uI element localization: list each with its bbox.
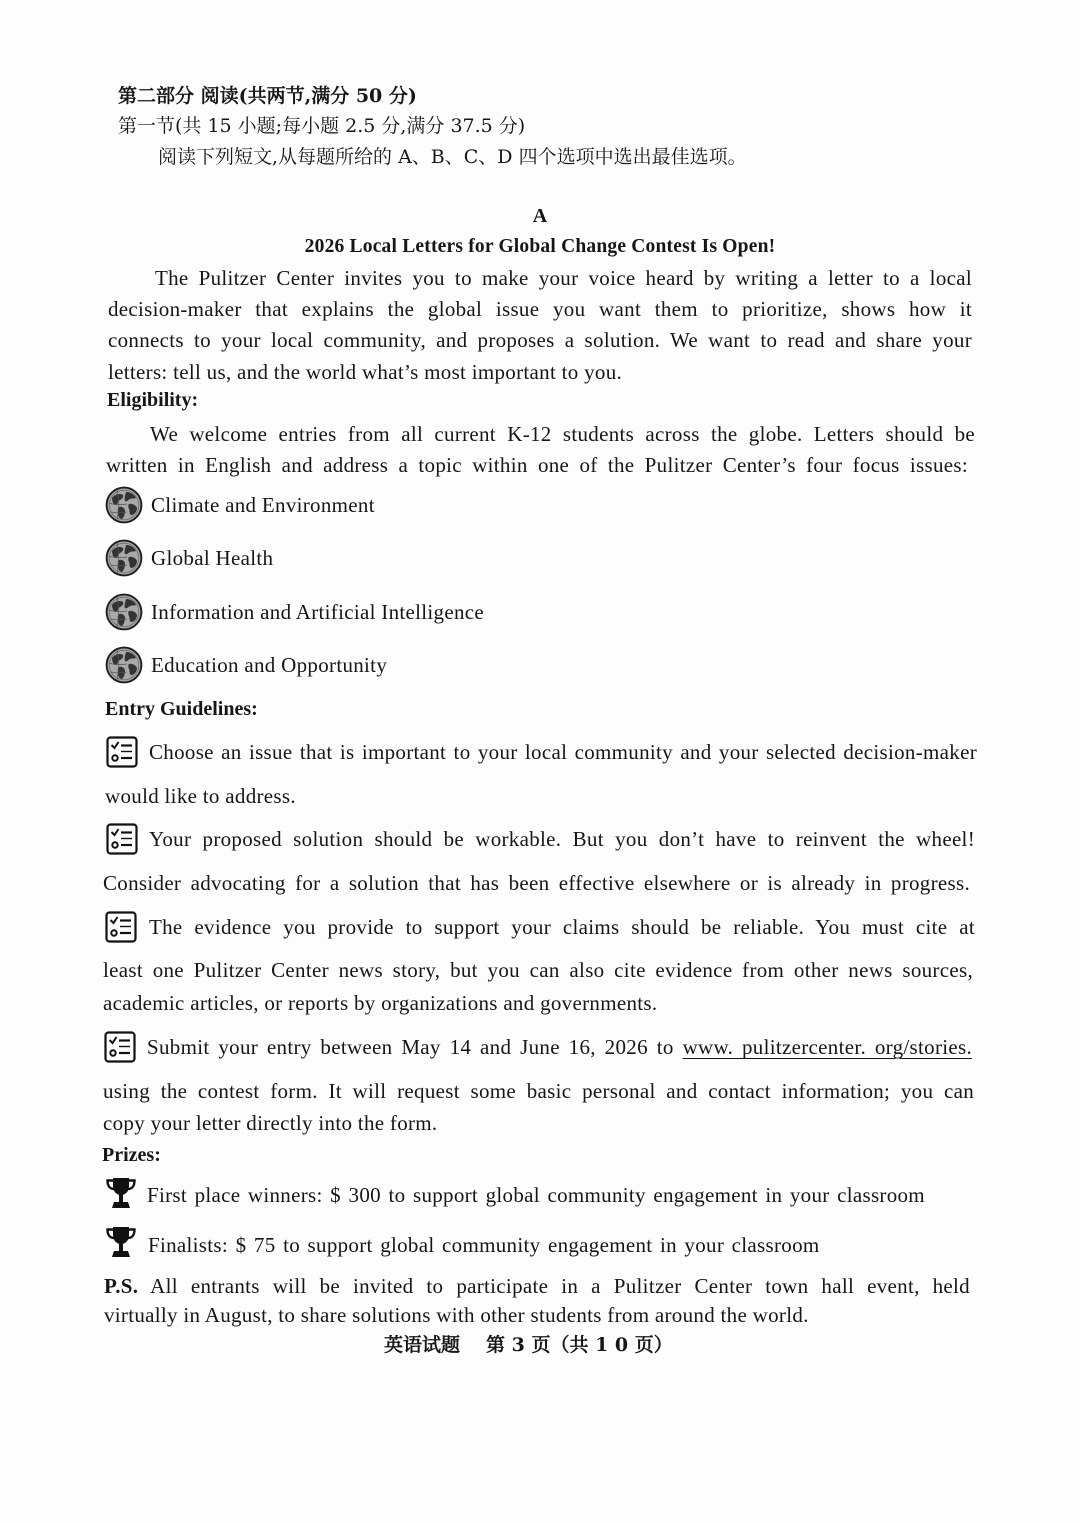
checklist-icon — [105, 911, 137, 943]
guideline-line: Choose an issue that is important to your local community and your selected decision-maker — [149, 740, 977, 764]
section-title: 第一节(共 15 小题;每小题 2.5 分,满分 37.5 分) — [118, 115, 526, 137]
globe-icon — [105, 593, 143, 631]
prize-item: First place winners: $ 300 to support global community engagement in your classroom — [147, 1183, 925, 1207]
prizes-heading: Prizes: — [102, 1144, 161, 1166]
eligibility-heading: Eligibility: — [107, 389, 199, 411]
page-footer — [384, 1332, 673, 1358]
focus-issue-item — [105, 646, 387, 684]
globe-icon — [105, 539, 143, 577]
guideline-line: least one Pulitzer Center news story, but you can also cite evidence from other news sources, — [103, 958, 973, 982]
trophy-icon — [104, 1176, 138, 1210]
globe-icon — [105, 646, 143, 684]
postscript-line — [104, 1273, 970, 1299]
prize-item: Finalists: $ 75 to support global community engagement in your classroom — [148, 1233, 820, 1257]
eligibility-line: written in English and address a topic within one of the Pulitzer Center’s four focus issues: — [106, 453, 968, 477]
footer-subject: 英语试题 — [384, 1334, 461, 1356]
part-title: 第二部分 阅读(共两节,满分 50 分) — [118, 85, 417, 107]
focus-issue-label: Global Health — [151, 546, 274, 570]
guideline-line: copy your letter directly into the form. — [103, 1111, 438, 1135]
checklist-icon — [104, 1031, 136, 1063]
contest-url-link[interactable]: www. pulitzercenter. org/stories. — [682, 1035, 973, 1059]
focus-issue-item — [105, 539, 273, 577]
passage-title: 2026 Local Letters for Global Change Contest Is Open! — [304, 236, 776, 257]
eligibility-line: We welcome entries from all current K-12 students across the globe. Letters should be — [150, 422, 975, 446]
guideline-line: Your proposed solution should be workable. But you don’t have to reinvent the wheel! — [149, 827, 975, 851]
focus-issue-item — [105, 486, 375, 524]
guideline-line: The evidence you provide to support your claims should be reliable. You must cite at — [149, 915, 975, 939]
guideline-line: academic articles, or reports by organizations and governments. — [103, 991, 658, 1015]
guideline-line: would like to address. — [105, 784, 296, 808]
guideline-text: Submit your entry between May 14 and June 16, 2026 to — [147, 1035, 674, 1059]
intro-line: connects to your local community, and proposes a solution. We want to read and share your — [108, 328, 972, 352]
postscript-label: P.S. — [104, 1274, 139, 1298]
postscript-text: All entrants will be invited to participate in a Pulitzer Center town hall event, held — [150, 1274, 970, 1298]
intro-line: letters: tell us, and the world what’s most important to you. — [108, 360, 623, 384]
checklist-icon — [106, 823, 138, 855]
focus-issue-label: Climate and Environment — [151, 493, 375, 517]
guideline-line: Consider advocating for a solution that has been effective elsewhere or is already in progress. — [103, 871, 970, 895]
reading-instruction: 阅读下列短文,从每题所给的 A、B、C、D 四个选项中选出最佳选项。 — [158, 146, 747, 168]
postscript-line: virtually in August, to share solutions with other students from around the world. — [104, 1303, 809, 1327]
passage-label: A — [532, 205, 548, 227]
checklist-icon — [106, 736, 138, 768]
focus-issue-label: Information and Artificial Intelligence — [151, 600, 484, 624]
guideline-line: using the contest form. It will request some basic personal and contact information; you can — [103, 1079, 974, 1103]
trophy-icon — [104, 1225, 138, 1259]
focus-issue-label: Education and Opportunity — [151, 653, 388, 677]
footer-page-number: 第 3 页（共 1 0 页） — [486, 1334, 673, 1356]
focus-issue-item — [105, 593, 484, 631]
entry-guidelines-heading: Entry Guidelines: — [105, 698, 258, 720]
intro-line: The Pulitzer Center invites you to make your voice heard by writing a letter to a local — [155, 266, 972, 290]
globe-icon — [105, 486, 143, 524]
guideline-line — [147, 1034, 972, 1060]
intro-line: decision-maker that explains the global issue you want them to prioritize, shows how it — [108, 297, 972, 321]
